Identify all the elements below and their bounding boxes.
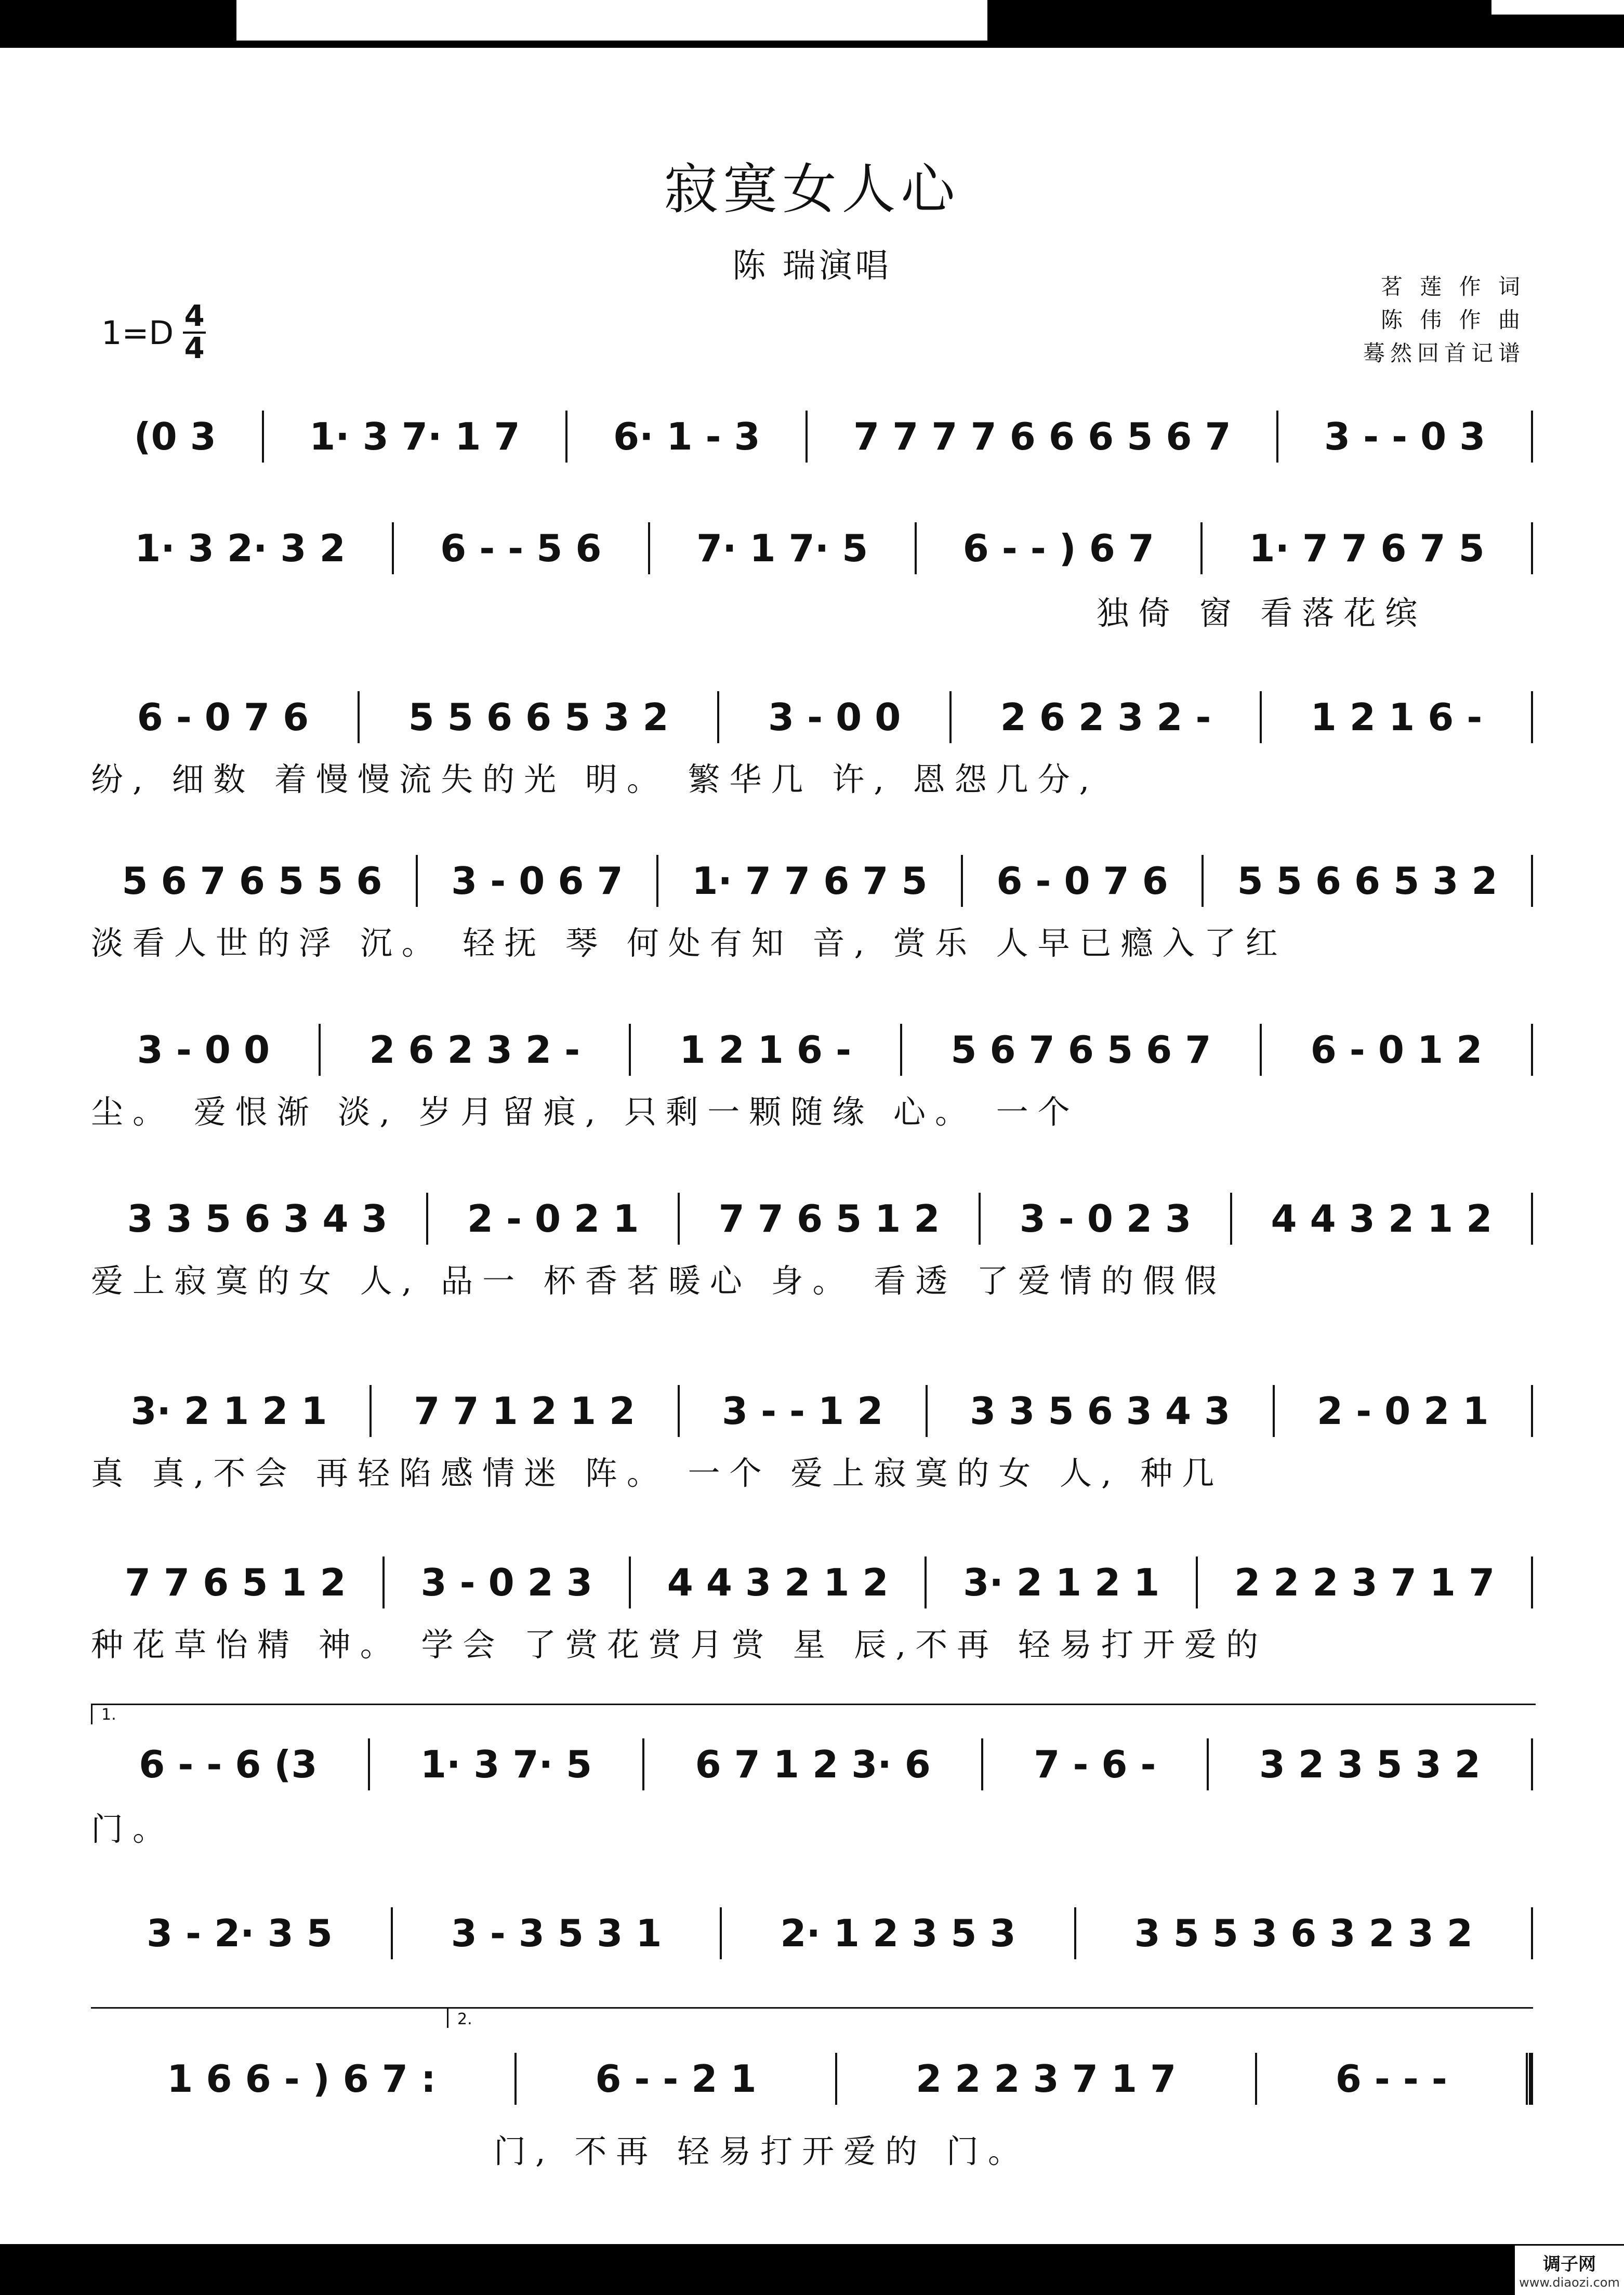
measure: 6 - - ) 6 7 <box>962 526 1155 570</box>
composer-credit: 陈 伟 作 曲 <box>1380 307 1525 333</box>
song-title: 寂寞女人心 <box>664 157 960 221</box>
score-line-11 <box>88 2050 1533 2107</box>
credits <box>1363 270 1525 370</box>
score-line-4 <box>88 852 1533 909</box>
final-barline <box>1526 2053 1533 2105</box>
score-line-10 <box>88 1905 1533 1962</box>
measure: 2 6 2 3 2 - <box>1000 695 1211 739</box>
second-ending-bracket-left <box>447 2007 448 2028</box>
measure: 3 3 5 6 3 4 3 <box>970 1389 1231 1433</box>
time-signature <box>183 301 206 364</box>
measure: 1· 7 7 6 7 5 <box>1249 526 1485 570</box>
measure: 1· 3 7· 1 7 <box>309 415 520 458</box>
barline <box>1531 1385 1533 1437</box>
measure: 1· 3 2· 3 2 <box>135 526 346 570</box>
measure: 3 2 3 5 3 2 <box>1259 1743 1481 1786</box>
lyric-line-2: 独倚 窗 看落花缤 <box>1097 594 1427 632</box>
transcriber-credit: 蓦然回首记谱 <box>1363 340 1525 366</box>
key-label: 1=D <box>101 313 174 352</box>
lyric-line-11: 门, 不再 轻易打开爱的 门。 <box>494 2132 1029 2170</box>
barline <box>1531 691 1533 743</box>
score-line-3 <box>88 689 1533 746</box>
site-watermark <box>1515 2246 1624 2295</box>
score-line-5 <box>88 1021 1533 1078</box>
lyric-line-5: 尘。 爱恨渐 淡, 岁月留痕, 只剩一颗随缘 心。 一个 <box>91 1093 1079 1131</box>
measure: 6 7 1 2 3· 6 <box>695 1743 931 1786</box>
measure: 1· 3 7· 5 <box>420 1743 592 1786</box>
measure: 2 - 0 2 1 <box>1317 1389 1489 1433</box>
score-line-9 <box>88 1736 1533 1793</box>
watermark-name: 调子网 <box>1543 2254 1596 2275</box>
measure: 1 2 1 6 - <box>679 1028 851 1072</box>
top-border-gap-right <box>1491 0 1624 15</box>
measure: 7 - 6 - <box>1034 1743 1156 1786</box>
key-signature <box>101 301 206 364</box>
measure: 3 3 5 6 3 4 3 <box>127 1197 388 1241</box>
measure: 6 - - 5 6 <box>440 526 602 570</box>
measure: (0 3 <box>134 415 216 458</box>
bottom-black-border <box>0 2244 1624 2295</box>
barline <box>1531 1024 1533 1076</box>
time-bottom: 4 <box>184 332 205 365</box>
measure: 3 - 0 0 <box>137 1028 270 1072</box>
measure: 5 6 7 6 5 5 6 <box>122 859 382 903</box>
measure: 2 2 2 3 7 1 7 <box>1234 1561 1495 1604</box>
lyric-line-7: 真 真,不会 再轻陷感情迷 阵。 一个 爱上寂寞的女 人, 种几 <box>91 1454 1224 1492</box>
watermark-url: www.diaozi.com <box>1519 2275 1620 2290</box>
score-line-7 <box>88 1382 1533 1440</box>
score-line-8 <box>88 1554 1533 1611</box>
measure: 7· 1 7· 5 <box>696 526 868 570</box>
barline <box>1531 1738 1533 1790</box>
measure: 2 6 2 3 2 - <box>369 1028 580 1072</box>
barline <box>1531 1557 1533 1608</box>
barline <box>1531 411 1533 463</box>
measure: 6· 1 - 3 <box>613 415 760 458</box>
measure: 1· 7 7 6 7 5 <box>692 859 928 903</box>
barline <box>1531 855 1533 907</box>
measure: 3 - 0 2 3 <box>420 1561 592 1604</box>
top-border-gap <box>236 0 987 41</box>
first-ending-label: 1. <box>101 1706 116 1724</box>
measure: 3 - 0 2 3 <box>1019 1197 1192 1241</box>
measure: 5 5 6 6 5 3 2 <box>1237 859 1498 903</box>
measure: 6 - - 2 1 <box>595 2057 757 2101</box>
time-top: 4 <box>184 299 205 333</box>
lyricist-credit: 茗 莲 作 词 <box>1380 274 1525 299</box>
measure: 6 - 0 1 2 <box>1310 1028 1483 1072</box>
measure: 3 - - 1 2 <box>722 1389 883 1433</box>
measure: 5 6 7 6 5 6 7 <box>950 1028 1211 1072</box>
measure: 7 7 6 5 1 2 <box>124 1561 346 1604</box>
measure: 3 - - 0 3 <box>1324 415 1486 458</box>
measure: 3· 2 1 2 1 <box>130 1389 327 1433</box>
score-line-6 <box>88 1190 1533 1247</box>
measure: 4 4 3 2 1 2 <box>667 1561 889 1604</box>
first-ending-continuation <box>91 2007 450 2009</box>
measure: 6 - - - <box>1335 2057 1447 2101</box>
measure: 1 2 1 6 - <box>1310 695 1483 739</box>
first-ending-bracket-left <box>91 1704 93 1724</box>
measure: 3· 2 1 2 1 <box>963 1561 1160 1604</box>
measure: 2 2 2 3 7 1 7 <box>916 2057 1177 2101</box>
measure: 2· 1 2 3 5 3 <box>780 1911 1016 1955</box>
measure: 3 - 2· 3 5 <box>146 1911 333 1955</box>
second-ending-label: 2. <box>457 2010 472 2028</box>
measure: 5 5 6 6 5 3 2 <box>408 695 669 739</box>
score-line-1 <box>88 408 1533 465</box>
lyric-line-8: 种花草怡精 神。 学会 了赏花赏月赏 星 辰,不再 轻易打开爱的 <box>91 1626 1267 1664</box>
barline <box>1531 1193 1533 1245</box>
lyric-line-3: 纷, 细数 着慢慢流失的光 明。 繁华几 许, 恩怨几分, <box>91 760 1099 798</box>
second-ending-bracket <box>447 2007 1533 2009</box>
measure: 3 5 5 3 6 3 2 3 2 <box>1134 1911 1473 1955</box>
measure: 1 6 6 - ) 6 7 : <box>167 2057 436 2101</box>
measure: 3 - 3 5 3 1 <box>451 1911 662 1955</box>
measure: 6 - 0 7 6 <box>996 859 1168 903</box>
lyric-line-6: 爱上寂寞的女 人, 品一 杯香茗暖心 身。 看透 了爱情的假假 <box>91 1262 1226 1300</box>
measure: 6 - - 6 (3 <box>139 1743 318 1786</box>
lyric-line-9: 门。 <box>91 1810 175 1848</box>
measure: 4 4 3 2 1 2 <box>1271 1197 1493 1241</box>
measure: 2 - 0 2 1 <box>467 1197 639 1241</box>
barline <box>1531 522 1533 574</box>
performer: 陈 瑞演唱 <box>732 247 892 285</box>
lyric-line-4: 淡看人世的浮 沉。 轻抚 琴 何处有知 音, 赏乐 人早已瘾入了红 <box>91 924 1287 962</box>
first-ending-bracket <box>91 1704 1536 1705</box>
measure: 7 7 6 5 1 2 <box>718 1197 940 1241</box>
score-line-2 <box>88 520 1533 577</box>
measure: 7 7 7 7 6 6 6 5 6 7 <box>853 415 1231 458</box>
barline <box>1531 1907 1533 1959</box>
measure: 3 - 0 6 7 <box>451 859 623 903</box>
measure: 3 - 0 0 <box>768 695 901 739</box>
measure: 7 7 1 2 1 2 <box>414 1389 636 1433</box>
measure: 6 - 0 7 6 <box>137 695 309 739</box>
